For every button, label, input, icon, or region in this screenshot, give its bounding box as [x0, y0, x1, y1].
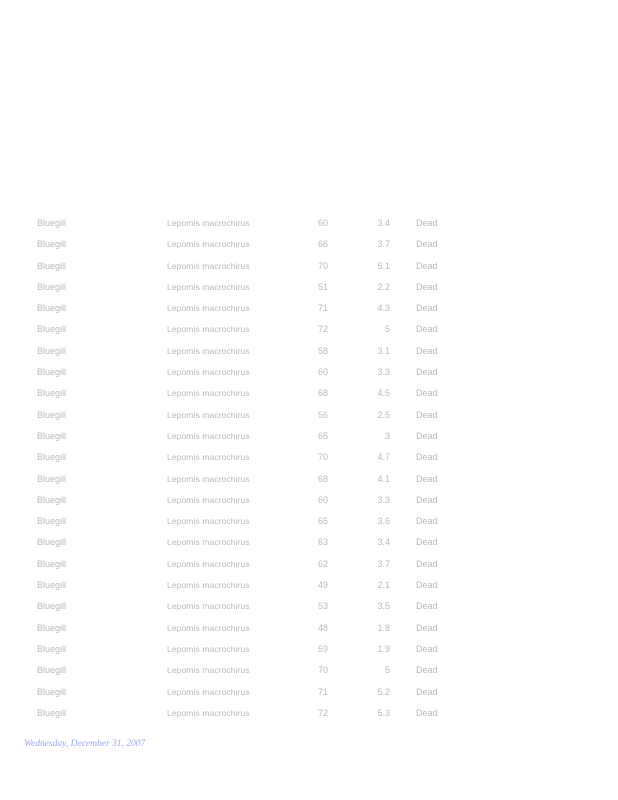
- fish-length: 51: [317, 281, 328, 292]
- fish-species: Lepomis macrochirus: [167, 345, 250, 356]
- fish-length: 70: [317, 260, 328, 271]
- fish-weight: 1.8: [377, 622, 390, 633]
- fish-species: Lepomis macrochirus: [167, 665, 250, 676]
- fish-status: Dead: [416, 260, 438, 271]
- fish-species: Lepomis macrochirus: [167, 558, 250, 569]
- fish-common-name: Bluegill: [37, 409, 67, 420]
- fish-status: Dead: [416, 494, 438, 505]
- fish-weight: 3.1: [377, 345, 390, 356]
- fish-status: Dead: [416, 409, 438, 420]
- fish-length: 63: [317, 537, 328, 548]
- fish-weight: 3: [384, 430, 390, 441]
- fish-weight: 3.6: [377, 516, 390, 527]
- fish-status: Dead: [416, 367, 438, 378]
- fish-species: Lepomis macrochirus: [167, 473, 250, 484]
- fish-common-name: Bluegill: [37, 473, 67, 484]
- fish-weight: 3.3: [377, 367, 390, 378]
- fish-weight: 4.5: [377, 388, 390, 399]
- fish-weight: 4.7: [377, 452, 390, 463]
- fish-weight: 2.1: [377, 580, 390, 591]
- table-row: [0, 511, 618, 532]
- table-row: [0, 618, 618, 639]
- table-row: [0, 319, 618, 340]
- fish-status: Dead: [416, 643, 438, 654]
- fish-common-name: Bluegill: [37, 601, 67, 612]
- fish-common-name: Bluegill: [37, 622, 67, 633]
- fish-weight: 5.2: [377, 686, 390, 697]
- fish-common-name: Bluegill: [37, 324, 67, 335]
- fish-length: 66: [317, 239, 328, 250]
- fish-length: 70: [317, 665, 328, 676]
- fish-weight: 5.1: [377, 260, 390, 271]
- table-row: [0, 532, 618, 553]
- fish-common-name: Bluegill: [37, 452, 67, 463]
- fish-status: Dead: [416, 452, 438, 463]
- fish-weight: 3.4: [377, 537, 390, 548]
- fish-species: Lepomis macrochirus: [167, 622, 250, 633]
- table-row: [0, 554, 618, 575]
- fish-weight: 5.3: [377, 707, 390, 718]
- fish-weight: 4.1: [377, 473, 390, 484]
- fish-length: 62: [317, 558, 328, 569]
- fish-common-name: Bluegill: [37, 558, 67, 569]
- footer-date: Wednesday, December 31, 2007: [24, 739, 146, 749]
- fish-common-name: Bluegill: [37, 643, 67, 654]
- fish-common-name: Bluegill: [37, 239, 67, 250]
- fish-status: Dead: [416, 324, 438, 335]
- fish-length: 68: [317, 473, 328, 484]
- fish-weight: 5: [384, 665, 390, 676]
- fish-species: Lepomis macrochirus: [167, 409, 250, 420]
- fish-length: 72: [317, 324, 328, 335]
- fish-species: Lepomis macrochirus: [167, 452, 250, 463]
- table-row: [0, 298, 618, 319]
- fish-species: Lepomis macrochirus: [167, 218, 250, 228]
- fish-length: 71: [317, 303, 328, 314]
- fish-status: Dead: [416, 537, 438, 548]
- fish-length: 60: [317, 218, 328, 228]
- fish-weight: 3.7: [377, 239, 390, 250]
- fish-status: Dead: [416, 303, 438, 314]
- fish-common-name: Bluegill: [37, 537, 67, 548]
- fish-species: Lepomis macrochirus: [167, 324, 250, 335]
- fish-status: Dead: [416, 239, 438, 250]
- fish-weight: 2.5: [377, 409, 390, 420]
- table-row: [0, 575, 618, 596]
- fish-status: Dead: [416, 622, 438, 633]
- fish-status: Dead: [416, 345, 438, 356]
- table-row: [0, 426, 618, 447]
- fish-species: Lepomis macrochirus: [167, 537, 250, 548]
- table-row: [0, 234, 618, 255]
- fish-weight: 3.4: [377, 218, 390, 228]
- fish-species: Lepomis macrochirus: [167, 643, 250, 654]
- fish-length: 68: [317, 388, 328, 399]
- fish-common-name: Bluegill: [37, 516, 67, 527]
- fish-species: Lepomis macrochirus: [167, 239, 250, 250]
- table-row: [0, 447, 618, 468]
- table-row: [0, 469, 618, 490]
- fish-species: Lepomis macrochirus: [167, 494, 250, 505]
- table-row: [0, 703, 618, 724]
- fish-status: Dead: [416, 281, 438, 292]
- fish-species: Lepomis macrochirus: [167, 580, 250, 591]
- fish-common-name: Bluegill: [37, 388, 67, 399]
- fish-species: Lepomis macrochirus: [167, 281, 250, 292]
- fish-weight: 2.2: [377, 281, 390, 292]
- table-row: [0, 277, 618, 298]
- fish-length: 53: [317, 601, 328, 612]
- fish-common-name: Bluegill: [37, 218, 67, 228]
- fish-status: Dead: [416, 686, 438, 697]
- table-row: [0, 213, 618, 234]
- table-row: [0, 341, 618, 362]
- fish-length: 59: [317, 643, 328, 654]
- fish-length: 49: [317, 580, 328, 591]
- fish-common-name: Bluegill: [37, 367, 67, 378]
- fish-status: Dead: [416, 516, 438, 527]
- fish-species: Lepomis macrochirus: [167, 707, 250, 718]
- fish-species: Lepomis macrochirus: [167, 686, 250, 697]
- table-row: [0, 490, 618, 511]
- fish-species: Lepomis macrochirus: [167, 260, 250, 271]
- fish-common-name: Bluegill: [37, 665, 67, 676]
- fish-status: Dead: [416, 601, 438, 612]
- fish-length: 65: [317, 430, 328, 441]
- fish-species: Lepomis macrochirus: [167, 303, 250, 314]
- fish-common-name: Bluegill: [37, 707, 67, 718]
- fish-common-name: Bluegill: [37, 281, 67, 292]
- records-table: [0, 213, 618, 724]
- fish-species: Lepomis macrochirus: [167, 516, 250, 527]
- fish-length: 60: [317, 494, 328, 505]
- fish-length: 71: [317, 686, 328, 697]
- fish-weight: 3.7: [377, 558, 390, 569]
- fish-common-name: Bluegill: [37, 686, 67, 697]
- fish-species: Lepomis macrochirus: [167, 367, 250, 378]
- table-row: [0, 362, 618, 383]
- fish-status: Dead: [416, 218, 438, 228]
- table-row: [0, 639, 618, 660]
- fish-species: Lepomis macrochirus: [167, 601, 250, 612]
- fish-status: Dead: [416, 580, 438, 591]
- table-row: [0, 405, 618, 426]
- fish-length: 58: [317, 345, 328, 356]
- fish-length: 48: [317, 622, 328, 633]
- table-row: [0, 682, 618, 703]
- fish-length: 56: [317, 409, 328, 420]
- table-row: [0, 596, 618, 617]
- fish-species: Lepomis macrochirus: [167, 388, 250, 399]
- fish-status: Dead: [416, 665, 438, 676]
- fish-weight: 1.9: [377, 643, 390, 654]
- fish-length: 60: [317, 367, 328, 378]
- fish-length: 72: [317, 707, 328, 718]
- fish-status: Dead: [416, 707, 438, 718]
- fish-weight: 3.3: [377, 494, 390, 505]
- fish-status: Dead: [416, 473, 438, 484]
- table-row: [0, 660, 618, 681]
- fish-status: Dead: [416, 430, 438, 441]
- fish-status: Dead: [416, 388, 438, 399]
- fish-length: 65: [317, 516, 328, 527]
- table-row: [0, 256, 618, 277]
- table-row: [0, 383, 618, 404]
- fish-common-name: Bluegill: [37, 494, 67, 505]
- fish-common-name: Bluegill: [37, 430, 67, 441]
- fish-common-name: Bluegill: [37, 260, 67, 271]
- fish-common-name: Bluegill: [37, 345, 67, 356]
- fish-weight: 5: [384, 324, 390, 335]
- fish-status: Dead: [416, 558, 438, 569]
- fish-species: Lepomis macrochirus: [167, 430, 250, 441]
- fish-weight: 4.3: [377, 303, 390, 314]
- fish-common-name: Bluegill: [37, 303, 67, 314]
- fish-common-name: Bluegill: [37, 580, 67, 591]
- fish-length: 70: [317, 452, 328, 463]
- fish-weight: 3.5: [377, 601, 390, 612]
